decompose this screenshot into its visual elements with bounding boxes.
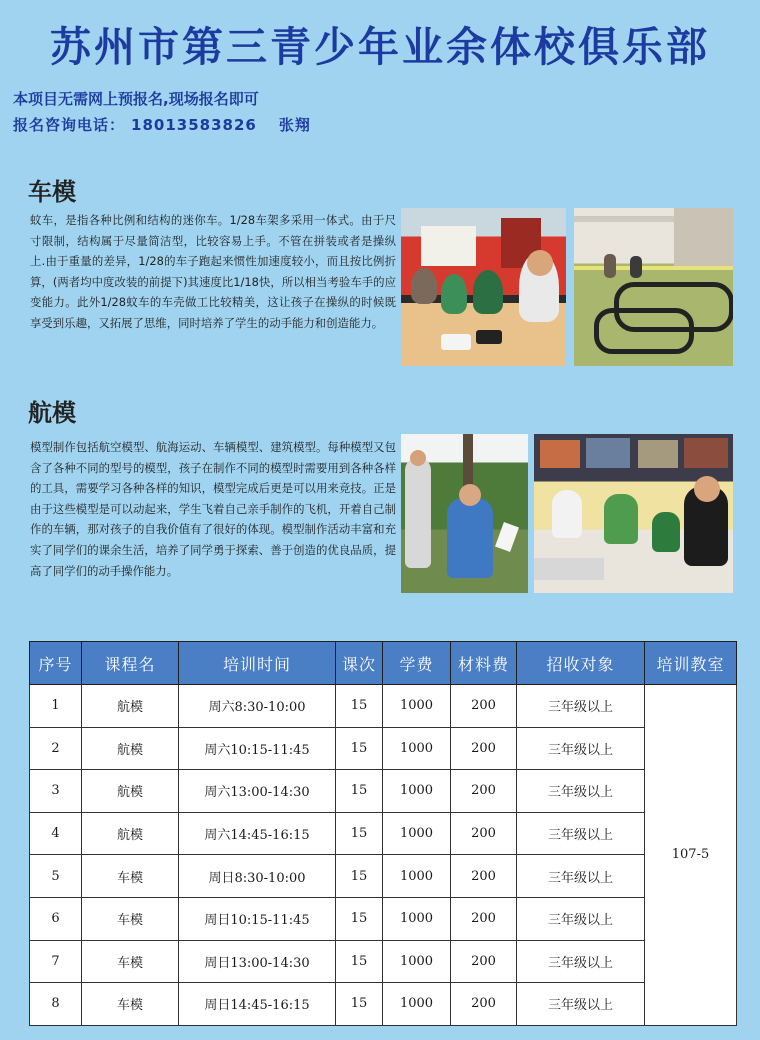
table-row (30, 855, 737, 898)
cell-sessions: 15 (336, 940, 383, 983)
table-row (30, 727, 737, 770)
cell-time: 周日13:00-14:30 (179, 940, 336, 983)
cell-time: 周六10:15-11:45 (179, 727, 336, 770)
header-target: 招收对象 (517, 642, 645, 685)
header-sessions: 课次 (336, 642, 383, 685)
aero-model-description: 模型制作包括航空模型、航海运动、车辆模型、建筑模型。每种模型又包含了各种不同的型号的模型，孩子在制作不同的模型时需要用到各种各样的工具，需要学习各种各样的知识，模型完成后更是可以用来竞技。正是由于这些模型是可以动起来，学生飞着自己亲手制作的飞机，开着自己制作的车辆，那对孩子的自我价值有了很好的体现。模型制作活动丰富和充实了同学们的课余生活，培养了同学勇于探索、善于创造的优良品质，提高了同学们的动手操作能力。 (30, 440, 396, 578)
cell-no: 3 (30, 770, 82, 813)
cell-course: 航模 (82, 727, 179, 770)
cell-time: 周六8:30-10:00 (179, 685, 336, 728)
cell-material: 200 (451, 770, 517, 813)
cell-fee: 1000 (383, 897, 451, 940)
consult-line (13, 114, 311, 135)
cell-material: 200 (451, 940, 517, 983)
aero-model-photo-outdoor (401, 434, 528, 593)
cell-fee: 1000 (383, 855, 451, 898)
header-material: 材料费 (451, 642, 517, 685)
table-row (30, 983, 737, 1026)
cell-no: 4 (30, 812, 82, 855)
cell-target: 三年级以上 (517, 685, 645, 728)
cell-target: 三年级以上 (517, 855, 645, 898)
header-fee: 学费 (383, 642, 451, 685)
aero-model-photo-workshop (534, 434, 733, 593)
cell-fee: 1000 (383, 940, 451, 983)
header-room: 培训教室 (645, 642, 737, 685)
car-model-photo-classroom (401, 208, 566, 366)
cell-time: 周六14:45-16:15 (179, 812, 336, 855)
cell-course: 车模 (82, 897, 179, 940)
consult-phone: 18013583826 (131, 116, 257, 134)
cell-target: 三年级以上 (517, 897, 645, 940)
cell-sessions: 15 (336, 855, 383, 898)
cell-no: 6 (30, 897, 82, 940)
cell-no: 5 (30, 855, 82, 898)
cell-no: 2 (30, 727, 82, 770)
cell-fee: 1000 (383, 685, 451, 728)
registration-note: 本项目无需网上预报名,现场报名即可 (13, 90, 259, 108)
course-schedule-table (29, 641, 737, 1026)
car-model-heading: 车模 (28, 178, 76, 206)
cell-sessions: 15 (336, 897, 383, 940)
cell-target: 三年级以上 (517, 727, 645, 770)
cell-material: 200 (451, 812, 517, 855)
table-row (30, 812, 737, 855)
cell-course: 车模 (82, 983, 179, 1026)
cell-fee: 1000 (383, 727, 451, 770)
cell-sessions: 15 (336, 812, 383, 855)
cell-material: 200 (451, 897, 517, 940)
cell-sessions: 15 (336, 770, 383, 813)
aero-model-heading: 航模 (28, 399, 76, 427)
table-row (30, 685, 737, 728)
cell-material: 200 (451, 983, 517, 1026)
consult-person: 张翔 (278, 116, 311, 134)
table-row (30, 897, 737, 940)
cell-sessions: 15 (336, 983, 383, 1026)
cell-sessions: 15 (336, 727, 383, 770)
consult-label: 报名咨询电话： (13, 116, 126, 134)
cell-course: 车模 (82, 855, 179, 898)
cell-fee: 1000 (383, 770, 451, 813)
cell-course: 航模 (82, 770, 179, 813)
cell-room: 107-5 (645, 685, 737, 1026)
header-time: 培训时间 (179, 642, 336, 685)
cell-course: 航模 (82, 812, 179, 855)
cell-fee: 1000 (383, 812, 451, 855)
page-title: 苏州市第三青少年业余体校俱乐部 (50, 23, 710, 71)
cell-material: 200 (451, 685, 517, 728)
cell-course: 车模 (82, 940, 179, 983)
cell-material: 200 (451, 727, 517, 770)
car-model-description: 蚊车，是指各种比例和结构的迷你车。1/28车架多采用一体式。由于尺寸限制，结构属于尽量简洁型，比较容易上手。不管在拼装或者是操纵上.由于重量的差异，1/28的车子跑起来惯性加速度较小，而且按比例折算，(两者均中度改装的前提下)其速度比1/18快，所以相当考验车手的应变能力。此外1/28蚊车的车壳做工比较精美，这让孩子在操纵的时候既享受到乐趣，又拓展了思维，同时培养了学生的动手能力和创造能力。 (30, 213, 396, 330)
cell-fee: 1000 (383, 983, 451, 1026)
cell-time: 周六13:00-14:30 (179, 770, 336, 813)
cell-target: 三年级以上 (517, 983, 645, 1026)
table-row (30, 770, 737, 813)
cell-time: 周日8:30-10:00 (179, 855, 336, 898)
cell-target: 三年级以上 (517, 940, 645, 983)
header-course: 课程名 (82, 642, 179, 685)
table-row (30, 940, 737, 983)
cell-no: 7 (30, 940, 82, 983)
cell-time: 周日14:45-16:15 (179, 983, 336, 1026)
cell-time: 周日10:15-11:45 (179, 897, 336, 940)
cell-course: 航模 (82, 685, 179, 728)
cell-no: 8 (30, 983, 82, 1026)
cell-material: 200 (451, 855, 517, 898)
table-header-row (30, 642, 737, 685)
cell-target: 三年级以上 (517, 812, 645, 855)
cell-target: 三年级以上 (517, 770, 645, 813)
car-model-photo-track (574, 208, 733, 366)
cell-sessions: 15 (336, 685, 383, 728)
header-no: 序号 (30, 642, 82, 685)
cell-no: 1 (30, 685, 82, 728)
